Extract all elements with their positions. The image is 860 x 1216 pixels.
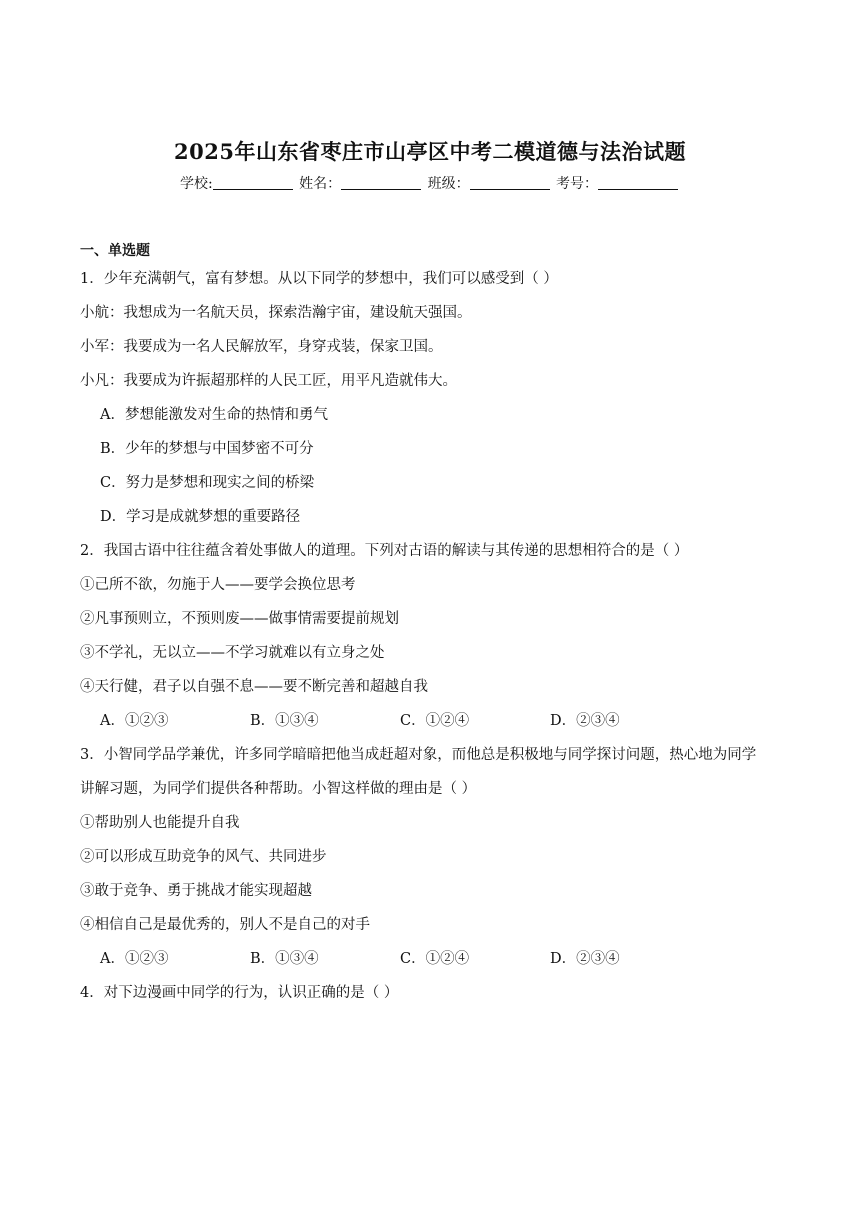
question-3-statement: ③敢于竞争、勇于挑战才能实现超越 bbox=[80, 883, 312, 899]
question-4-stem: 4．对下边漫画中同学的行为，认识正确的是（ ） bbox=[80, 985, 399, 1001]
question-3-option-c[interactable]: C．①②④ bbox=[400, 951, 470, 967]
question-2-statement: ③不学礼，无以立——不学习就难以有立身之处 bbox=[80, 645, 385, 661]
question-2-option-a[interactable]: A．①②③ bbox=[100, 713, 169, 729]
question-3-stem-continued: 讲解习题，为同学们提供各种帮助。小智这样做的理由是（ ） bbox=[80, 781, 477, 797]
school-label: 学校: bbox=[179, 176, 213, 192]
question-2-statement: ①己所不欲，勿施于人——要学会换位思考 bbox=[80, 577, 356, 593]
question-2-stem: 2．我国古语中往往蕴含着处事做人的道理。下列对古语的解读与其传递的思想相符合的是（ ） bbox=[80, 543, 689, 559]
questions-area bbox=[80, 240, 790, 1010]
question-2-option-b[interactable]: B．①③④ bbox=[250, 713, 319, 729]
question-1-option-b[interactable]: B．少年的梦想与中国梦密不可分 bbox=[100, 441, 314, 457]
exam-number-label: 考号： bbox=[556, 176, 599, 192]
name-label: 姓名： bbox=[299, 176, 342, 192]
question-1-text-line: 小凡：我要成为许振超那样的人民工匠，用平凡造就伟大。 bbox=[80, 373, 457, 389]
student-info-line bbox=[0, 173, 860, 193]
question-3-options bbox=[80, 942, 790, 976]
question-1-text-line: 小航：我想成为一名航天员，探索浩瀚宇宙，建设航天强国。 bbox=[80, 305, 472, 321]
question-3-option-b[interactable]: B．①③④ bbox=[250, 951, 319, 967]
question-2-statement: ②凡事预则立，不预则废——做事情需要提前规划 bbox=[80, 611, 399, 627]
question-2-options bbox=[80, 704, 790, 738]
question-1-text-line: 小军：我要成为一名人民解放军，身穿戎装，保家卫国。 bbox=[80, 339, 443, 355]
class-blank[interactable] bbox=[470, 175, 550, 190]
class-label: 班级： bbox=[427, 176, 470, 192]
question-3-option-a[interactable]: A．①②③ bbox=[100, 951, 169, 967]
exam-title: 2025年山东省枣庄市山亭区中考二模道德与法治试题 bbox=[174, 139, 686, 164]
exam-number-blank[interactable] bbox=[598, 175, 678, 190]
school-blank[interactable] bbox=[213, 175, 293, 190]
question-3-option-d[interactable]: D．②③④ bbox=[550, 951, 620, 967]
question-1-stem: 1．少年充满朝气，富有梦想。从以下同学的梦想中，我们可以感受到（ ） bbox=[80, 271, 558, 287]
question-3-stem: 3．小智同学品学兼优，许多同学暗暗把他当成赶超对象，而他总是积极地与同学探讨问题，热心地为同学 bbox=[80, 747, 757, 763]
question-2-option-c[interactable]: C．①②④ bbox=[400, 713, 470, 729]
question-2-option-d[interactable]: D．②③④ bbox=[550, 713, 620, 729]
question-2-statement: ④天行健，君子以自强不息——要不断完善和超越自我 bbox=[80, 679, 428, 695]
question-1-option-d[interactable]: D．学习是成就梦想的重要路径 bbox=[100, 509, 301, 525]
question-3-statement: ①帮助别人也能提升自我 bbox=[80, 815, 240, 831]
question-3-statement: ④相信自己是最优秀的，别人不是自己的对手 bbox=[80, 917, 370, 933]
name-blank[interactable] bbox=[341, 175, 421, 190]
question-1-option-c[interactable]: C．努力是梦想和现实之间的桥梁 bbox=[100, 475, 315, 491]
question-3-statement: ②可以形成互助竞争的风气、共同进步 bbox=[80, 849, 327, 865]
question-1-option-a[interactable]: A．梦想能激发对生命的热情和勇气 bbox=[100, 407, 328, 423]
section-heading: 一、单选题 bbox=[80, 243, 150, 259]
